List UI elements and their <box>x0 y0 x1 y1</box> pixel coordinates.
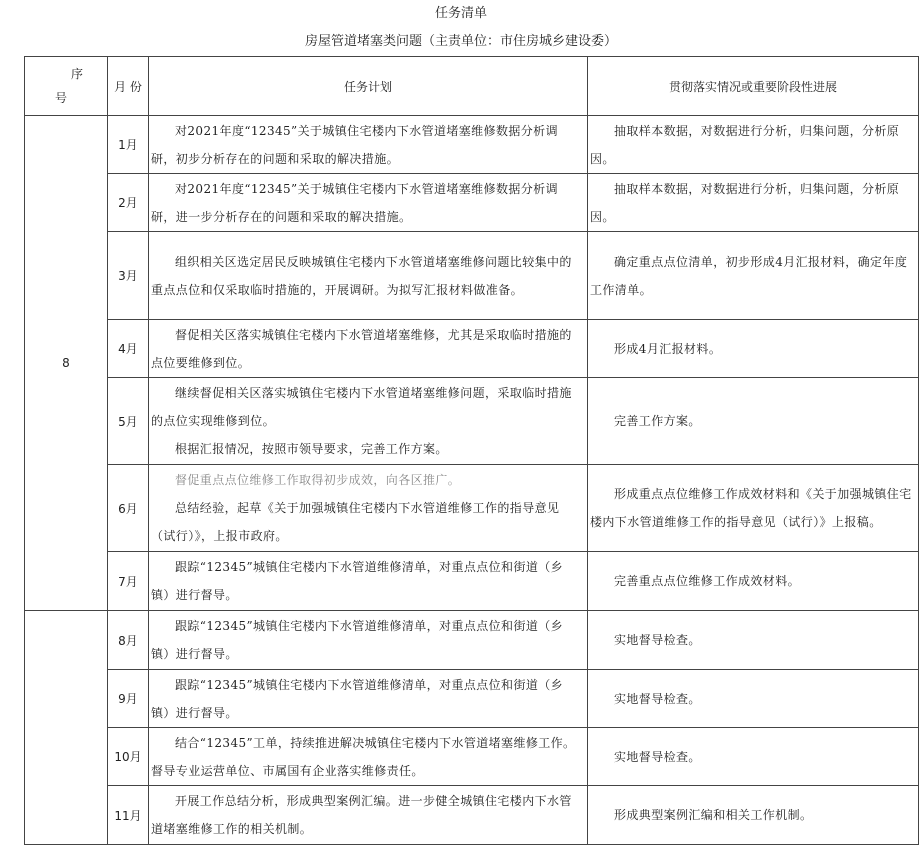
month-cell: 2月 <box>108 174 149 232</box>
plan-cell <box>149 232 588 320</box>
header-progress: 贯彻落实情况或重要阶段性进展 <box>588 57 919 116</box>
progress-text: 实地督导检查。 <box>614 633 701 647</box>
month-cell: 3月 <box>108 232 149 320</box>
plan-text: 根据汇报情况，按照市领导要求，完善工作方案。 <box>175 442 448 456</box>
table-row <box>25 320 919 378</box>
plan-text: 继续督促相关区落实城镇住宅楼内下水管道堵塞维修问题，采取临时措施的点位实现维修到位。 <box>151 386 572 428</box>
plan-cell <box>149 465 588 552</box>
progress-text: 确定重点点位清单，初步形成4月汇报材料，确定年度工作清单。 <box>590 254 908 297</box>
document-title: 任务清单 <box>434 6 487 21</box>
header-month: 月 份 <box>108 57 149 116</box>
header-seq-line1: 序 <box>71 67 84 81</box>
progress-cell <box>588 174 919 232</box>
table-row <box>25 670 919 728</box>
month-cell: 1月 <box>108 116 149 174</box>
table-row <box>25 552 919 611</box>
progress-cell <box>588 786 919 845</box>
plan-text: 对2021年度“12345”关于城镇住宅楼内下水管道堵塞维修数据分析调研，进一步分析存在的问题和采取的解决措施。 <box>151 181 558 224</box>
plan-text: 总结经验，起草《关于加强城镇住宅楼内下水管道维修工作的指导意见（试行）》，上报市政府。 <box>151 501 560 543</box>
plan-text: 开展工作总结分析，形成典型案例汇编。进一步健全城镇住宅楼内下水管道堵塞维修工作的相关机制。 <box>151 794 572 836</box>
month-cell: 9月 <box>108 670 149 728</box>
progress-cell <box>588 378 919 465</box>
table-row <box>25 174 919 232</box>
plan-cell <box>149 320 588 378</box>
progress-text: 实地督导检查。 <box>614 691 701 706</box>
plan-cell <box>149 611 588 670</box>
progress-cell <box>588 232 919 320</box>
progress-cell <box>588 320 919 378</box>
plan-cell <box>149 174 588 232</box>
plan-cell <box>149 116 588 174</box>
table-row <box>25 786 919 845</box>
plan-text: 对2021年度“12345”关于城镇住宅楼内下水管道堵塞维修数据分析调研，初步分析存在的问题和采取的解决措施。 <box>151 123 558 166</box>
document-subtitle: 房屋管道堵塞类问题（主责单位：市住房城乡建设委） <box>304 34 617 49</box>
progress-text: 形成4月汇报材料。 <box>614 341 722 356</box>
table-row <box>25 232 919 320</box>
seq-cell-empty <box>25 611 108 845</box>
header-row <box>25 57 919 116</box>
progress-cell <box>588 116 919 174</box>
progress-cell <box>588 728 919 786</box>
progress-text: 完善工作方案。 <box>614 414 701 428</box>
progress-cell <box>588 670 919 728</box>
plan-cell <box>149 552 588 611</box>
plan-cell <box>149 728 588 786</box>
progress-text: 实地督导检查。 <box>614 749 701 764</box>
plan-cell <box>149 670 588 728</box>
plan-text: 跟踪“12345”城镇住宅楼内下水管道维修清单，对重点点位和街道（乡镇）进行督导。 <box>151 677 564 720</box>
table-row <box>25 611 919 670</box>
table-row <box>25 465 919 552</box>
plan-text: 督促重点点位维修工作取得初步成效，向各区推广。 <box>175 473 461 487</box>
progress-cell <box>588 552 919 611</box>
header-seq-line2: 号 <box>55 91 68 105</box>
table-row <box>25 116 919 174</box>
progress-text: 完善重点点位维修工作成效材料。 <box>614 574 801 588</box>
table-row <box>25 378 919 465</box>
month-cell: 11月 <box>108 786 149 845</box>
plan-text: 督促相关区落实城镇住宅楼内下水管道堵塞维修，尤其是采取临时措施的点位要维修到位。 <box>151 327 572 370</box>
progress-text: 形成重点点位维修工作成效材料和《关于加强城镇住宅楼内下水管道维修工作的指导意见（试行）》上报稿。 <box>590 487 912 529</box>
plan-text: 结合“12345”工单，持续推进解决城镇住宅楼内下水管道堵塞维修工作。督导专业运营单位、市属国有企业落实维修责任。 <box>151 735 576 778</box>
progress-text: 抽取样本数据，对数据进行分析，归集问题，分析原因。 <box>590 181 900 224</box>
plan-text: 跟踪“12345”城镇住宅楼内下水管道维修清单，对重点点位和街道（乡镇）进行督导。 <box>151 619 564 661</box>
plan-cell <box>149 378 588 465</box>
month-cell: 10月 <box>108 728 149 786</box>
month-cell: 8月 <box>108 611 149 670</box>
plan-cell <box>149 786 588 845</box>
progress-text: 形成典型案例汇编和相关工作机制。 <box>614 808 813 822</box>
month-cell: 6月 <box>108 465 149 552</box>
seq-cell: 8 <box>25 116 108 611</box>
table-row <box>25 728 919 786</box>
month-cell: 4月 <box>108 320 149 378</box>
progress-text: 抽取样本数据，对数据进行分析，归集问题，分析原因。 <box>590 123 900 166</box>
header-plan: 任务计划 <box>149 57 588 116</box>
progress-cell <box>588 611 919 670</box>
month-cell: 7月 <box>108 552 149 611</box>
task-table <box>24 56 919 845</box>
progress-cell <box>588 465 919 552</box>
header-seq <box>25 57 108 116</box>
plan-text: 跟踪“12345”城镇住宅楼内下水管道维修清单，对重点点位和街道（乡镇）进行督导。 <box>151 560 564 602</box>
month-cell: 5月 <box>108 378 149 465</box>
plan-text: 组织相关区选定居民反映城镇住宅楼内下水管道堵塞维修问题比较集中的重点点位和仅采取临时措施的，开展调研。为拟写汇报材料做准备。 <box>151 254 572 297</box>
